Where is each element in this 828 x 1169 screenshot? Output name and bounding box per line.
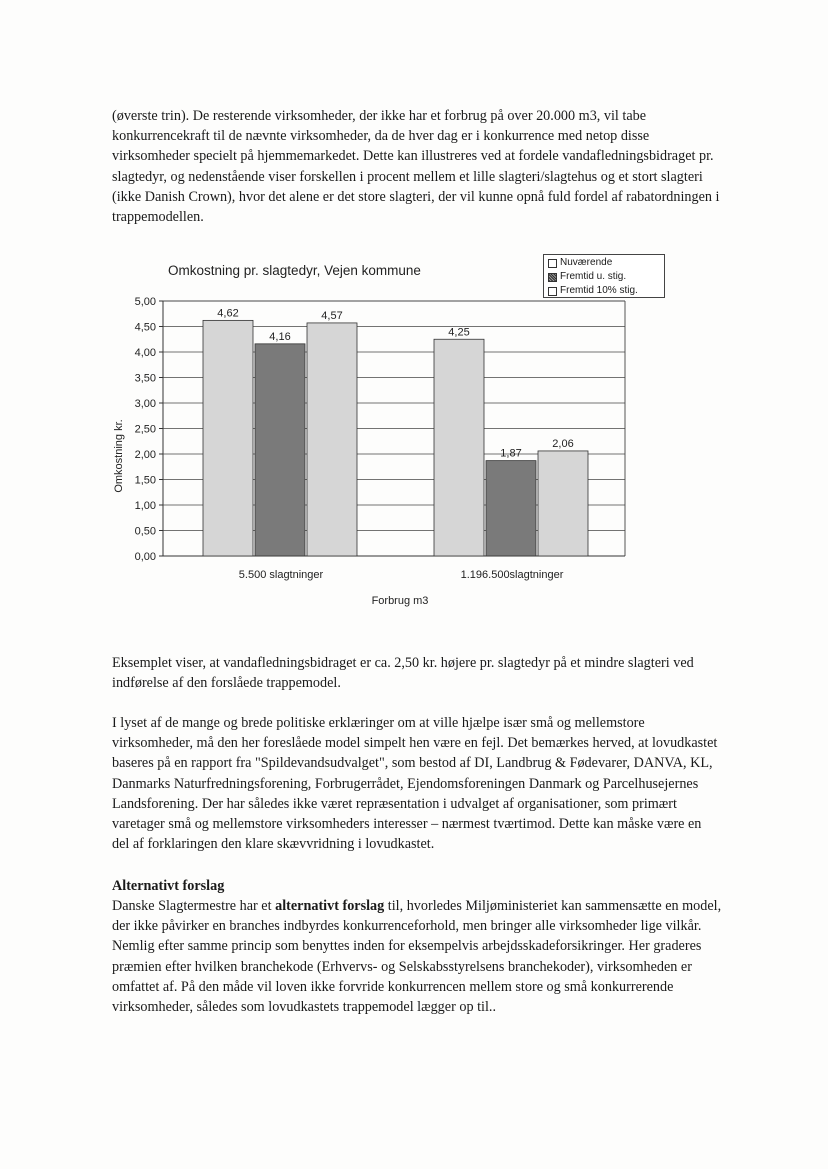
chart-bars [203,320,588,556]
bar-value-label: 4,62 [217,307,239,320]
chart-y-ticks [135,296,163,563]
chart-title: Omkostning pr. slagtedyr, Vejen kommune [168,263,421,278]
y-tick-label: 1,50 [134,474,156,487]
alternative-paragraph [112,896,722,1017]
y-tick-label: 3,00 [134,398,156,410]
alt-bold-phrase: alternativt forslag [275,898,385,914]
alt-text-rest: til, hvorledes Miljøministeriet kan sammensætte en model, der ikke påvirker en branches indbyrdes konkurrenceforhold, men bringer alle virksomheder lige vilkår. Nemlig efter samme princip som benyttes inden for eksempelvis arbejdsskadeforsikringer. Her graderes præmien efter hvilken branchekode (Erhvervs- og Selskabsstyrelsens branchekoder), virksomheden er omfattet af. På den måde vil loven ikke forvride konkurrencen mellem store og små konkurrerende virksomheder, således som lovudkastets trappemodel lægger op til.. [112,898,722,1016]
y-tick-label: 3,50 [134,372,156,385]
legend-swatch [548,273,557,282]
chart-x-categories [239,569,564,581]
y-tick-label: 4,50 [134,321,156,334]
alt-text-start: Danske Slagtermestre har et [112,898,276,914]
bar [486,461,536,556]
legend-label: Fremtid u. stig. [560,271,627,282]
chart-y-label: Omkostning kr. [113,419,125,493]
chart-legend [543,254,665,298]
chart-x-label: Forbrug m3 [371,595,429,607]
section-heading: Alternativt forslag [112,878,225,894]
legend-item-nuvaerende [548,256,660,270]
legend-swatch [548,287,557,296]
legend-label: Nuværende [560,257,613,268]
y-tick-label: 1,00 [134,500,156,512]
y-tick-label: 2,00 [134,449,156,461]
y-tick-label: 5,00 [134,296,156,308]
bar-value-label: 4,16 [269,330,291,343]
legend-label: Fremtid 10% stig. [560,285,638,296]
x-category-label: 5.500 slagtninger [238,569,324,581]
y-tick-label: 0,50 [134,525,156,538]
bar-value-label: 4,57 [321,309,343,322]
bar [255,344,305,556]
example-paragraph: Eksemplet viser, at vandafledningsbidraget er ca. 2,50 kr. højere pr. slagtedyr på et mindre slagteri ved indførelse af den forslåede trappemodel. [112,655,694,692]
legend-item-fremtid-10-stig [548,284,660,298]
bar [203,320,253,556]
bar [307,323,357,556]
legend-item-fremtid-u-stig [548,270,660,284]
bar-value-label: 2,06 [552,437,574,450]
bar-value-label: 1,87 [500,447,522,460]
politics-paragraph: I lyset af de mange og brede politiske erklæringer om at ville hjælpe især små og mellemstore virksomheder, må den her foreslåede model simpelt hen være en fejl. Det bemærkes herved, at lovudkastet baseres på en rapport fra "Spildevandsudvalget", som bestod af DI, Landbrug & Fødevarer, DANVA, KL, Danmarks Naturfredningsforening, Forbrugerrådet, Ejendomsforeningen Danmark og Parcelhusejernes Landsforening. Der har således ikke været repræsentation i udvalget af organisationer, som primært varetager små og mellemstore virksomheders interesser – nærmest tværtimod. Dette kan måske være en del af forklaringen den klare skævvridning i lovudkastet. [112,715,718,853]
x-category-label: 1.196.500slagtninger [460,569,564,581]
bar [538,451,588,556]
y-tick-label: 4,00 [134,347,156,359]
intro-paragraph: (øverste trin). De resterende virksomheder, der ikke har et forbrug på over 20.000 m3, vil tabe konkurrencekraft til de nævnte virksomheder, da de hver dag er i konkurrence med netop disse virksomheder specielt på hjemmemarkedet. Dette kan illustreres ved at fordele vandafledningsbidraget pr. slagtedyr, og nedenstående viser forskellen i procent mellem et lille slagteri/slagtehus og et stort slagteri (ikke Danish Crown), hvor det alene er det store slagteri, der vil kunne opnå fuld fordel af rabatordningen i trappemodellen. [112,108,720,226]
bar-chart [108,248,678,618]
bar-value-label: 4,25 [448,326,470,339]
y-tick-label: 0,00 [134,551,156,563]
bar [434,339,484,556]
y-tick-label: 2,50 [134,423,156,436]
legend-swatch [548,259,557,268]
